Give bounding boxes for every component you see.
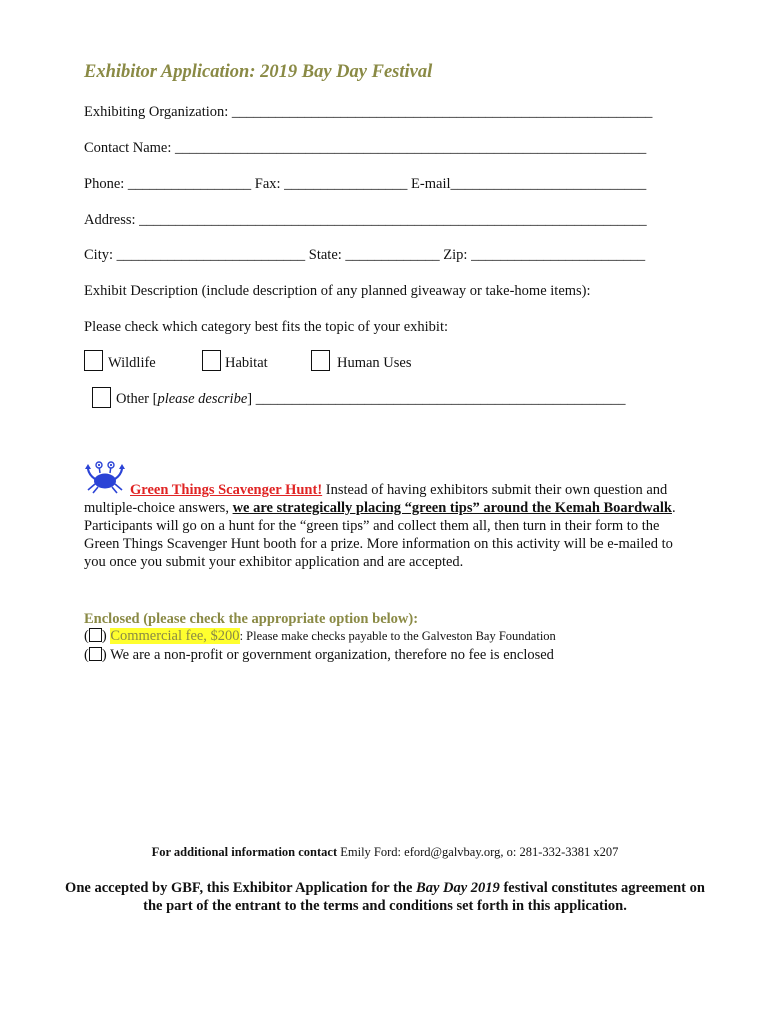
other-label: Other [ <box>116 391 158 407</box>
enclosed-option-nonprofit[interactable] <box>84 647 554 664</box>
human-uses-checkbox[interactable] <box>311 350 330 371</box>
scavenger-heading: Green Things Scavenger Hunt! <box>130 482 323 498</box>
agreement-event: Bay Day 2019 <box>416 880 500 896</box>
contact-details: Emily Ford: eford@galvbay.org, o: 281-332-3381 x207 <box>337 845 619 859</box>
other-hint: please describe <box>157 391 248 407</box>
wildlife-checkbox[interactable] <box>84 350 103 371</box>
paren-close: ) <box>101 647 107 663</box>
commercial-fee-checkbox[interactable] <box>89 628 102 642</box>
agreement-text-1: One accepted by GBF, this Exhibitor Application for the <box>65 880 417 896</box>
paren-open: ( <box>84 647 89 663</box>
contact-name-field[interactable]: Contact Name: _________________________________________________________________ <box>84 140 647 156</box>
contact-label: For additional information contact <box>151 845 338 859</box>
agreement-statement <box>60 879 710 915</box>
organization-field[interactable]: Exhibiting Organization: __________________________________________________________ <box>84 104 653 120</box>
scavenger-hunt-paragraph <box>84 481 684 571</box>
nonprofit-label: We are a non-profit or government organization, therefore no fee is enclosed <box>110 647 554 663</box>
category-prompt: Please check which category best fits the topic of your exhibit: <box>84 319 449 335</box>
habitat-label: Habitat <box>225 355 268 371</box>
other-line: ] ___________________________________________________ <box>247 391 626 407</box>
contact-info <box>0 845 770 860</box>
city-state-zip-field[interactable]: City: __________________________ State: _____________ Zip: ________________________ <box>84 247 646 263</box>
address-field[interactable]: Address: ______________________________________________________________________ <box>84 212 647 228</box>
human-uses-label: Human Uses <box>337 355 412 371</box>
scavenger-text-2: . Participants will go on a hunt for the “green tips” and collect them all, then turn in their form to the Green Things Scavenger Hunt booth for a prize. More information on this activity will be e-mailed to you once you submit your exhibitor application and are accepted. <box>84 500 676 570</box>
enclosed-option-commercial[interactable] <box>84 628 556 645</box>
page-title: Exhibitor Application: 2019 Bay Day Festival <box>84 62 433 82</box>
paren-close: ) <box>101 628 107 644</box>
exhibit-description-label: Exhibit Description (include description of any planned giveaway or take-home items): <box>84 283 591 299</box>
agreement-text-2: festival constitutes agreement on the part of the entrant to the terms and conditions set forth in this application. <box>143 880 705 914</box>
nonprofit-checkbox[interactable] <box>89 647 102 661</box>
habitat-checkbox[interactable] <box>202 350 221 371</box>
scavenger-emphasis: we are strategically placing “green tips” around the Kemah Boardwalk <box>232 500 672 516</box>
phone-fax-email-field[interactable]: Phone: _________________ Fax: _________________ E-mail___________________________ <box>84 176 647 192</box>
other-field[interactable] <box>116 391 625 408</box>
commercial-fee-note: : Please make checks payable to the Galveston Bay Foundation <box>239 629 556 643</box>
enclosed-heading: Enclosed (please check the appropriate option below): <box>84 611 419 627</box>
scavenger-text-1: Instead of having exhibitors submit their own question and multiple-choice answers, <box>84 482 668 516</box>
wildlife-label: Wildlife <box>108 355 156 371</box>
other-checkbox[interactable] <box>92 387 111 408</box>
paren-open: ( <box>84 628 89 644</box>
commercial-fee-label: Commercial fee, $200 <box>110 628 240 644</box>
